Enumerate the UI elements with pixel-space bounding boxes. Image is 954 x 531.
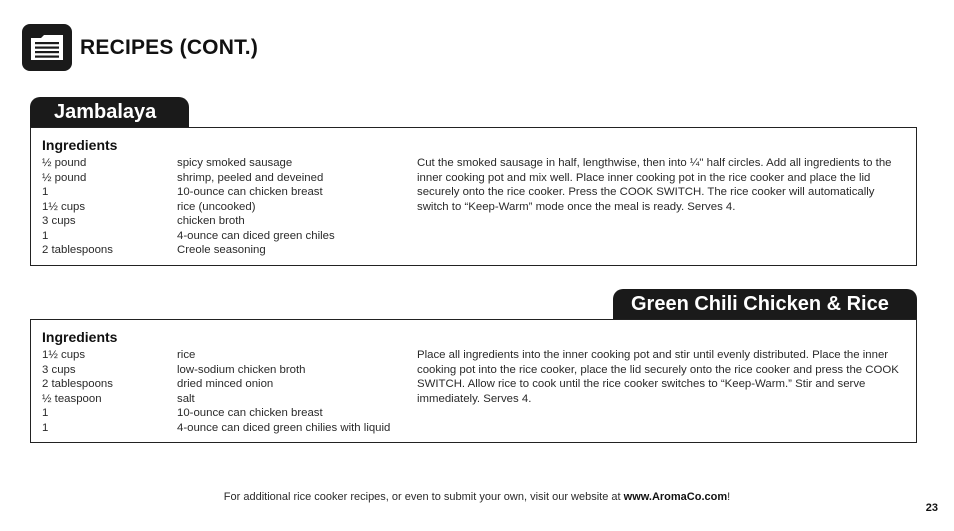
ingredient-item: Creole seasoning: [177, 244, 266, 256]
ingredients-heading: Ingredients: [42, 137, 118, 153]
ingredient-item: rice (uncooked): [177, 200, 256, 213]
ingredient-row: [42, 229, 417, 244]
recipe-instructions: Cut the smoked sausage in half, lengthwise, then into ¼" half circles. Add all ingredients to the inner cooking pot and mix well. Place inner cooking pot in the rice cooker and place the lid securely onto the rice cooker. Press the COOK SWITCH. The rice cooker will automatically switch to “Keep-Warm” mode once the meal is ready. Serves 4.: [417, 157, 892, 213]
ingredient-row: [42, 363, 417, 378]
recipe-box-jambalaya: [30, 127, 917, 266]
ingredient-item: spicy smoked sausage: [177, 157, 293, 169]
ingredient-item: dried minced onion: [177, 378, 274, 390]
ingredient-qty: 2 tablespoons: [42, 378, 113, 390]
ingredient-row: [42, 171, 417, 186]
ingredient-qty: 1½ cups: [42, 200, 86, 213]
ingredient-item: 4-ounce can diced green chiles: [177, 229, 335, 242]
ingredient-qty: 1: [42, 229, 49, 242]
recipe-instructions: Place all ingredients into the inner cooking pot and stir until evenly distributed. Place the inner cooking pot into the rice cooker, place the lid securely onto the rice cooker and press the COOK SWITCH. Allow rice to cook until the rice cooker switches to “Keep-Warm.” Stir and serve immediately. Serves 4.: [417, 349, 899, 405]
recipe-box-green-chili-chicken: [30, 319, 917, 443]
ingredient-qty: ½ teaspoon: [42, 392, 102, 405]
ingredients-list: [42, 156, 417, 258]
ingredient-row: [42, 243, 417, 258]
ingredient-item: shrimp, peeled and deveined: [177, 171, 324, 184]
ingredient-qty: 1½ cups: [42, 349, 86, 361]
ingredient-row: [42, 200, 417, 215]
ingredient-qty: 1: [42, 186, 49, 198]
footer-text: For additional rice cooker recipes, or even to submit your own, visit our website at: [223, 491, 624, 503]
ingredient-row: [42, 392, 417, 407]
ingredients-heading: Ingredients: [42, 329, 118, 345]
footer-note: [0, 491, 954, 503]
ingredient-row: [42, 185, 417, 200]
page-header: [22, 24, 258, 71]
ingredient-item: 4-ounce can diced green chilies with liquid: [177, 421, 391, 434]
recipe-title-green-chili-chicken: Green Chili Chicken & Rice: [613, 289, 917, 320]
ingredient-row: [42, 214, 417, 229]
ingredient-row: [42, 421, 417, 436]
ingredient-qty: 2 tablespoons: [42, 244, 113, 256]
ingredient-qty: ½ pound: [42, 171, 87, 184]
ingredient-qty: 3 cups: [42, 215, 76, 227]
ingredient-item: rice: [177, 349, 196, 361]
ingredient-item: chicken broth: [177, 215, 245, 227]
page-number: 23: [925, 502, 938, 514]
ingredient-row: [42, 406, 417, 421]
ingredient-qty: 1: [42, 421, 49, 434]
ingredients-list: [42, 348, 417, 435]
ingredient-row: [42, 348, 417, 363]
ingredient-qty: ½ pound: [42, 157, 87, 169]
ingredient-qty: 1: [42, 407, 49, 419]
page-title: RECIPES (CONT.): [80, 35, 259, 59]
website-link[interactable]: www.AromaCo.com: [623, 491, 728, 503]
footer-text-end: !: [727, 491, 731, 503]
recipe-card-icon: [22, 24, 72, 71]
recipe-title-jambalaya: Jambalaya: [30, 97, 189, 128]
ingredient-item: low-sodium chicken broth: [177, 363, 306, 376]
ingredient-item: 10-ounce can chicken breast: [177, 407, 323, 419]
ingredient-item: 10-ounce can chicken breast: [177, 186, 323, 198]
ingredient-row: [42, 156, 417, 171]
ingredient-qty: 3 cups: [42, 363, 76, 376]
ingredient-row: [42, 377, 417, 392]
ingredient-item: salt: [177, 392, 195, 405]
